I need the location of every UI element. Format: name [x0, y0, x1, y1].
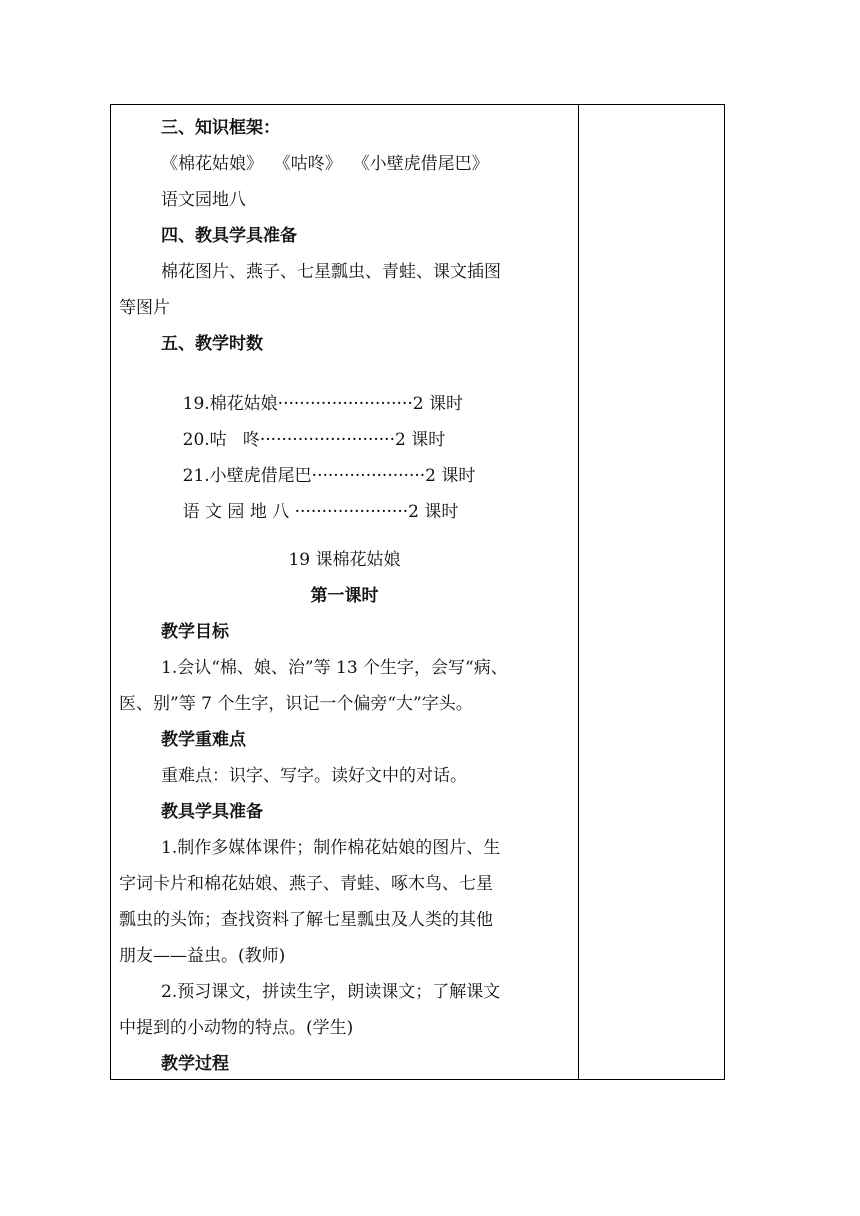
schedule-dots: ·····················	[294, 502, 409, 522]
prep2-line1: 2.预习课文，拼读生字，朗读课文；了解课文	[161, 982, 501, 1002]
schedule-dots: ·························	[259, 430, 395, 450]
prep1-line1: 1.制作多媒体课件；制作棉花姑娘的图片、生	[161, 838, 501, 858]
notes-cell	[579, 105, 724, 1079]
prep-heading: 教具学具准备	[161, 802, 263, 822]
schedule-hours: 2 课时	[425, 466, 476, 486]
objectives-line1: 1.会认“棉、娘、治”等 13 个生字，会写“病、	[161, 658, 508, 678]
lesson-plan-table	[110, 104, 725, 1080]
prep1-line2: 字词卡片和棉花姑娘、燕子、青蛙、啄木鸟、七星	[119, 874, 493, 894]
keypoints-text: 重难点：识字、写字。读好文中的对话。	[161, 766, 467, 786]
prep2-line2: 中提到的小动物的特点。(学生)	[119, 1018, 354, 1038]
lesson-period: 第一课时	[310, 586, 379, 606]
objectives-line2: 医、别”等 7 个生字，识记一个偏旁“大”字头。	[119, 694, 473, 714]
schedule-title: 20.咕 咚	[182, 430, 260, 450]
process-heading: 教学过程	[161, 1054, 229, 1074]
schedule-title: 语 文 园 地 八	[182, 502, 295, 522]
keypoints-heading: 教学重难点	[161, 730, 246, 750]
schedule-dots: ·····················	[311, 466, 426, 486]
materials-line1: 棉花图片、燕子、七星瓢虫、青蛙、课文插图	[161, 262, 501, 282]
schedule-dots: ·························	[277, 394, 413, 414]
lesson-title: 19 课棉花姑娘	[288, 550, 401, 570]
objectives-heading: 教学目标	[161, 622, 229, 642]
framework-line2: 语文园地八	[161, 190, 246, 210]
schedule-title: 21.小壁虎借尾巴	[182, 466, 312, 486]
prep1-line4: 朋友——益虫。(教师)	[119, 946, 286, 966]
prep1-line3: 瓢虫的头饰；查找资料了解七星瓢虫及人类的其他	[119, 910, 493, 930]
section5-heading: 五、教学时数	[161, 334, 263, 354]
schedule-row	[161, 476, 458, 548]
schedule-hours: 2 课时	[412, 394, 464, 414]
schedule-hours: 2 课时	[408, 502, 459, 522]
section3-heading: 三、知识框架：	[161, 118, 280, 138]
schedule-title: 19.棉花姑娘	[182, 394, 278, 414]
materials-line2: 等图片	[119, 298, 170, 318]
schedule-hours: 2 课时	[394, 430, 446, 450]
section4-heading: 四、教具学具准备	[161, 226, 297, 246]
framework-line1: 《棉花姑娘》 《咕咚》 《小壁虎借尾巴》	[161, 154, 489, 174]
